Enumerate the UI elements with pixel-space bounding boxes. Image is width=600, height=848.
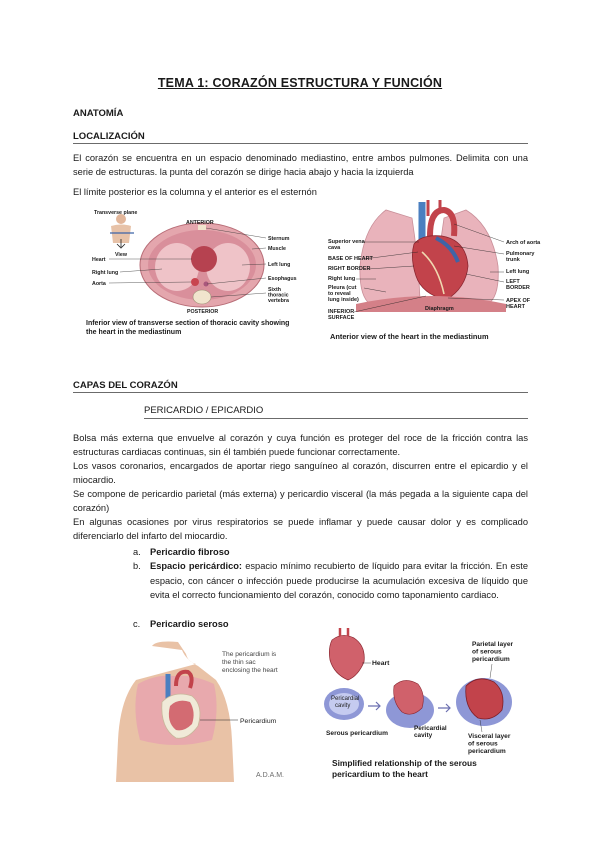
label-esophagus: Esophagus	[268, 276, 297, 282]
list-marker: c.	[133, 619, 141, 629]
paragraph-pericardio-3: Se compone de pericardio parietal (más externa) y pericardio visceral (la más pegada a la siguiente capa del corazón)	[73, 489, 528, 513]
list-marker: b.	[133, 561, 141, 571]
label-pleura: Pleura (cut to reveal lung inside)	[328, 285, 359, 303]
label-transverse-plane: Transverse plane	[94, 210, 138, 216]
adam-logo: A.D.A.M.	[256, 772, 285, 779]
label-heart: Heart	[92, 257, 106, 263]
label-aorta: Aorta	[92, 281, 106, 287]
thoracic-section-figure	[82, 207, 306, 325]
label-pericardial-cavity-mid: Pericardial cavity	[414, 725, 447, 739]
section-heading-anatomia: ANATOMÍA	[73, 108, 124, 119]
label-serous-pericardium: Serous pericardium	[326, 730, 388, 737]
paragraph-limite: El límite posterior es la columna y el anterior es el esternón	[73, 187, 317, 197]
page-title: TEMA 1: CORAZÓN ESTRUCTURA Y FUNCIÓN	[157, 76, 443, 90]
label-diaphragm: Diaphragm	[425, 306, 454, 312]
figure1-caption: Inferior view of transverse section of thoracic cavity showing the heart in the mediastinum	[86, 320, 290, 336]
label-heart: Heart	[372, 660, 390, 667]
label-right-lung: Right lung	[92, 270, 119, 276]
paragraph-pericardio-2: Los vasos coronarios, encargados de aportar riego sanguíneo al corazón, discurren entre el epicardio y el miocardio.	[73, 461, 528, 485]
pericardium-note: The pericardium is the thin sac enclosing the heart	[222, 651, 278, 674]
subsection-divider	[144, 418, 528, 419]
label-pulmonary-trunk: Pulmonary trunk	[506, 251, 535, 263]
label-inferior-surface: INFERIOR SURFACE	[328, 309, 355, 321]
anterior-heart-figure	[326, 196, 541, 321]
label-left-border: LEFT BORDER	[506, 279, 530, 291]
label-sternum: Sternum	[268, 236, 290, 242]
label-right-lung: Right lung	[328, 276, 356, 282]
paragraph-pericardio-4: En algunas ocasiones por virus respiratorios se puede inflamar y puede causar dolor y es complicado diferenciarlo del infarto del miocardio.	[73, 517, 528, 541]
pericardium-chest-figure	[116, 640, 300, 782]
label-anterior: ANTERIOR	[186, 220, 214, 226]
label-superior-vena-cava: Superior vena cava	[328, 239, 365, 251]
label-arch-of-aorta: Arch of aorta	[506, 240, 541, 246]
figure2-caption: Anterior view of the heart in the mediastinum	[330, 332, 489, 341]
section-heading-localizacion: LOCALIZACIÓN	[73, 131, 145, 142]
list-item	[133, 559, 528, 619]
label-pericardial-cavity-left: Pericardial cavity	[331, 696, 360, 709]
label-muscle: Muscle	[268, 246, 286, 252]
subsection-heading-pericardio: PERICARDIO / EPICARDIO	[144, 405, 264, 416]
label-pericardium: Pericardium	[240, 718, 277, 725]
list-marker: a.	[133, 547, 141, 557]
aorta-shape	[191, 278, 199, 286]
section-divider	[73, 143, 528, 144]
label-left-lung: Left lung	[506, 269, 530, 275]
label-left-lung: Left lung	[268, 262, 291, 268]
label-parietal-layer: Parietal layer of serous pericardium	[472, 641, 514, 663]
list-term: Espacio pericárdico:	[150, 561, 243, 571]
section-divider	[73, 392, 528, 393]
label-apex-of-heart: APEX OF HEART	[506, 298, 531, 310]
list-term: Pericardio fibroso	[150, 547, 230, 557]
label-view: View	[115, 252, 127, 258]
section-heading-capas: CAPAS DEL CORAZÓN	[73, 380, 178, 391]
paragraph-localizacion: El corazón se encuentra en un espacio denominado mediastino, entre ambos pulmones. Delimita con una serie de estructuras. la punta del corazón se dirige hacia abajo y hacia la izquierda	[73, 153, 528, 177]
paragraph-pericardio-1: Bolsa más externa que envuelve al corazón y cuya función es proteger del roce de la fricción contra las estructuras cardiacas continuas, sin él también puede funcionar correctamente.	[73, 433, 528, 457]
label-visceral-layer: Visceral layer of serous pericardium	[468, 733, 511, 755]
list-text: espacio mínimo recubierto de líquido para evitar la fricción. En este espacio, con cáncer o infección puede producirse la acumulación excesiva de líquido que evita el correcto funcionamiento del corazón, conocido como taponamiento cardiaco.	[150, 561, 528, 600]
label-base-of-heart: BASE OF HEART	[328, 256, 373, 262]
heart-shape	[191, 246, 217, 272]
list-term: Pericardio seroso	[150, 619, 229, 629]
figure4-caption: Simplified relationship of the serous pericardium to the heart	[332, 758, 477, 779]
heart-shape	[329, 635, 364, 680]
label-sixth-thoracic-vertebra: Sixth thoracic vertebra	[268, 287, 289, 304]
label-posterior: POSTERIOR	[187, 309, 219, 315]
label-right-border: RIGHT BORDER	[328, 266, 371, 272]
vertebra-shape	[193, 290, 211, 304]
